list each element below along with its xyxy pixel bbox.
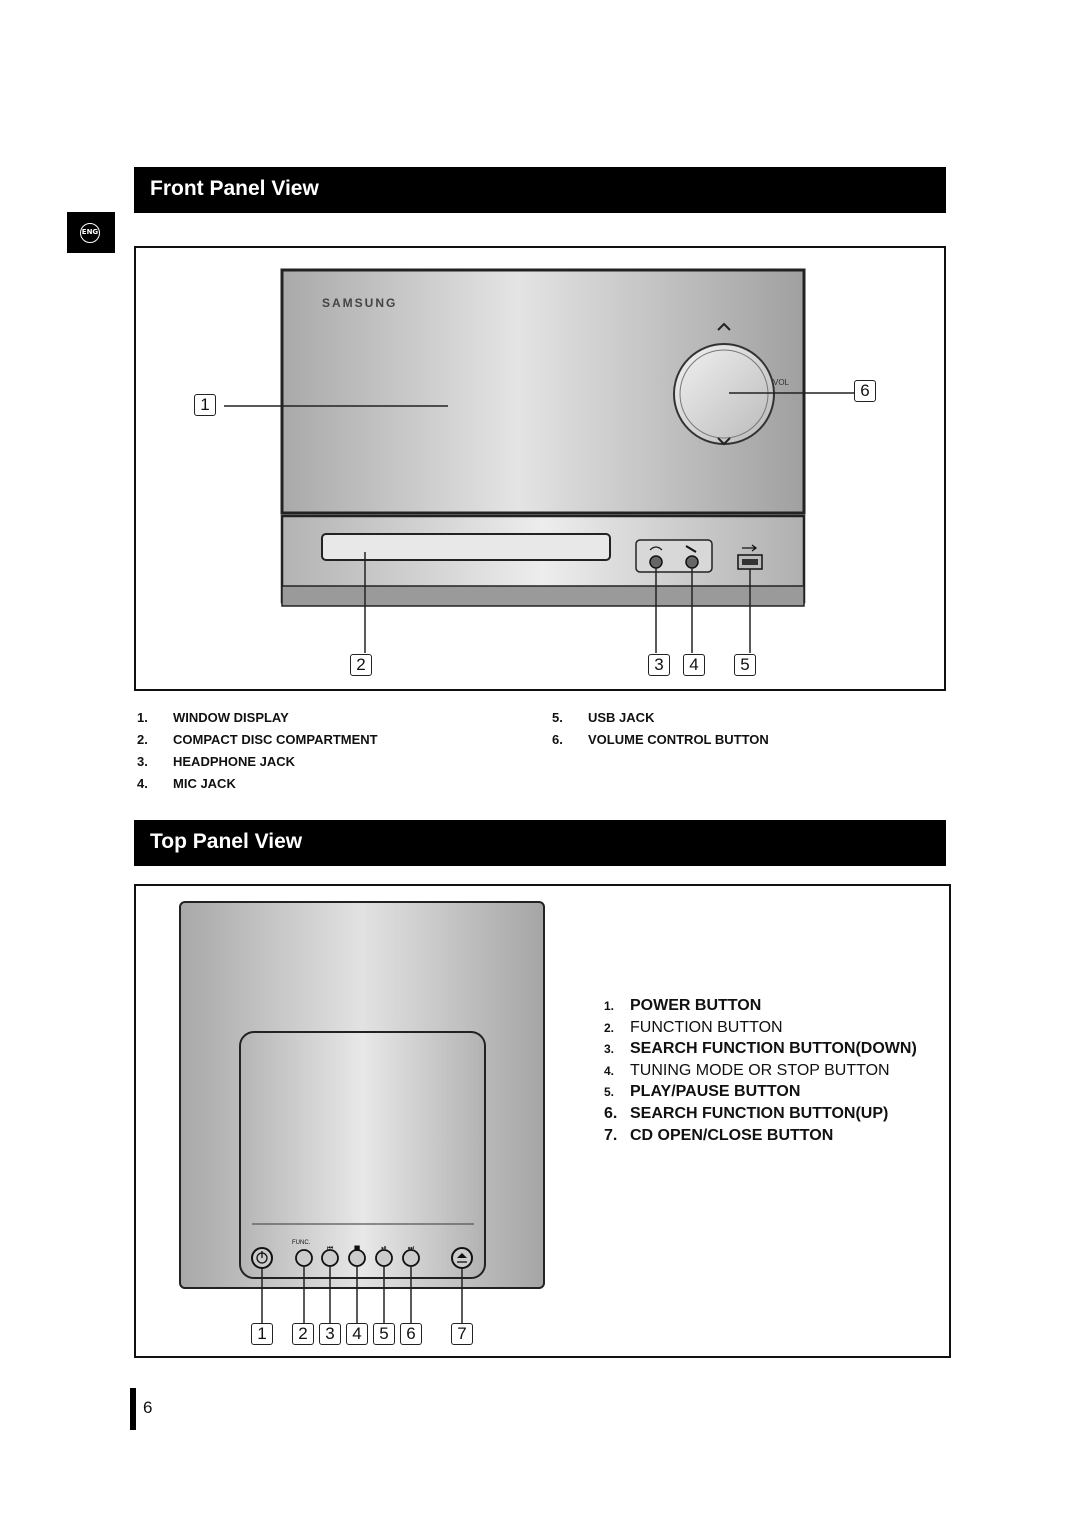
list-item <box>604 1062 917 1084</box>
legend-number: 6. <box>552 732 563 747</box>
list-item <box>604 1105 917 1127</box>
front-panel-title: Front Panel View <box>150 177 319 200</box>
front-callout-3: 3 <box>648 654 670 676</box>
list-item <box>604 997 917 1019</box>
base-plinth <box>282 586 804 606</box>
language-badge-label: ENG <box>80 223 100 243</box>
front-legend-item <box>137 710 289 725</box>
front-callout-2: 2 <box>350 654 372 676</box>
legend-number: 3. <box>604 1042 615 1057</box>
top-callout-7: 7 <box>451 1323 473 1345</box>
legend-label: FUNCTION BUTTON <box>630 1018 783 1036</box>
brand-logo: SAMSUNG <box>322 296 398 310</box>
front-legend-item <box>137 732 378 747</box>
legend-number: 4. <box>604 1063 615 1078</box>
legend-label: POWER BUTTON <box>630 997 762 1014</box>
front-panel-header <box>134 167 946 213</box>
legend-number: 5. <box>604 1085 615 1100</box>
legend-label: SEARCH FUNCTION BUTTON(UP) <box>630 1104 889 1122</box>
legend-label: MIC JACK <box>173 776 236 791</box>
list-item <box>604 1019 917 1041</box>
top-callout-2: 2 <box>292 1323 314 1345</box>
page-number-bar <box>130 1388 136 1430</box>
legend-number: 4. <box>137 776 148 791</box>
legend-label: PLAY/PAUSE BUTTON <box>630 1083 801 1101</box>
front-callout-4: 4 <box>683 654 705 676</box>
legend-label: VOLUME CONTROL BUTTON <box>588 732 769 747</box>
top-callout-1: 1 <box>251 1323 273 1345</box>
top-callout-4: 4 <box>346 1323 368 1345</box>
headphone-jack <box>650 556 662 568</box>
legend-number: 2. <box>137 732 148 747</box>
legend-label: WINDOW DISPLAY <box>173 710 289 725</box>
svg-text:⏭: ⏭ <box>407 1244 415 1252</box>
legend-label: SEARCH FUNCTION BUTTON(DOWN) <box>630 1040 917 1058</box>
legend-label: COMPACT DISC COMPARTMENT <box>173 732 378 747</box>
legend-number: 5. <box>552 710 563 725</box>
page-number: 6 <box>143 1398 153 1417</box>
front-callout-5: 5 <box>734 654 756 676</box>
front-legend-item <box>552 710 654 725</box>
top-callout-5: 5 <box>373 1323 395 1345</box>
legend-number: 1. <box>604 999 615 1013</box>
legend-number: 1. <box>137 710 148 725</box>
top-control-panel <box>240 1032 485 1278</box>
front-panel-illustration <box>136 248 944 689</box>
svg-text:⏯: ⏯ <box>381 1244 387 1252</box>
legend-label: HEADPHONE JACK <box>173 754 296 769</box>
list-item <box>604 1127 917 1149</box>
top-panel-legend <box>604 997 917 1148</box>
legend-label: CD OPEN/CLOSE BUTTON <box>630 1126 834 1144</box>
legend-label: USB JACK <box>588 710 655 725</box>
front-legend-item <box>137 754 295 769</box>
top-panel-title: Top Panel View <box>150 830 303 853</box>
legend-number: 6. <box>604 1104 618 1122</box>
top-callout-6: 6 <box>400 1323 422 1345</box>
vol-label: VOL <box>773 378 790 387</box>
front-legend-item <box>137 776 236 791</box>
svg-text:■: ■ <box>353 1244 361 1252</box>
legend-number: 3. <box>137 754 148 769</box>
front-panel-figure <box>134 246 946 691</box>
mic-jack <box>686 556 698 568</box>
front-callout-6: 6 <box>854 380 876 402</box>
svg-text:⏮: ⏮ <box>326 1244 334 1252</box>
jack-panel <box>636 540 712 572</box>
legend-label: TUNING MODE OR STOP BUTTON <box>630 1061 890 1079</box>
legend-number: 7. <box>604 1126 618 1144</box>
list-item <box>604 1040 917 1062</box>
func-label: FUNC. <box>292 1240 311 1246</box>
language-badge <box>67 212 115 253</box>
front-legend-item <box>552 732 769 747</box>
top-callout-3: 3 <box>319 1323 341 1345</box>
legend-number: 2. <box>604 1020 615 1035</box>
top-panel-header <box>134 820 946 866</box>
front-callout-1: 1 <box>194 394 216 416</box>
list-item <box>604 1083 917 1105</box>
volume-knob <box>674 344 774 444</box>
